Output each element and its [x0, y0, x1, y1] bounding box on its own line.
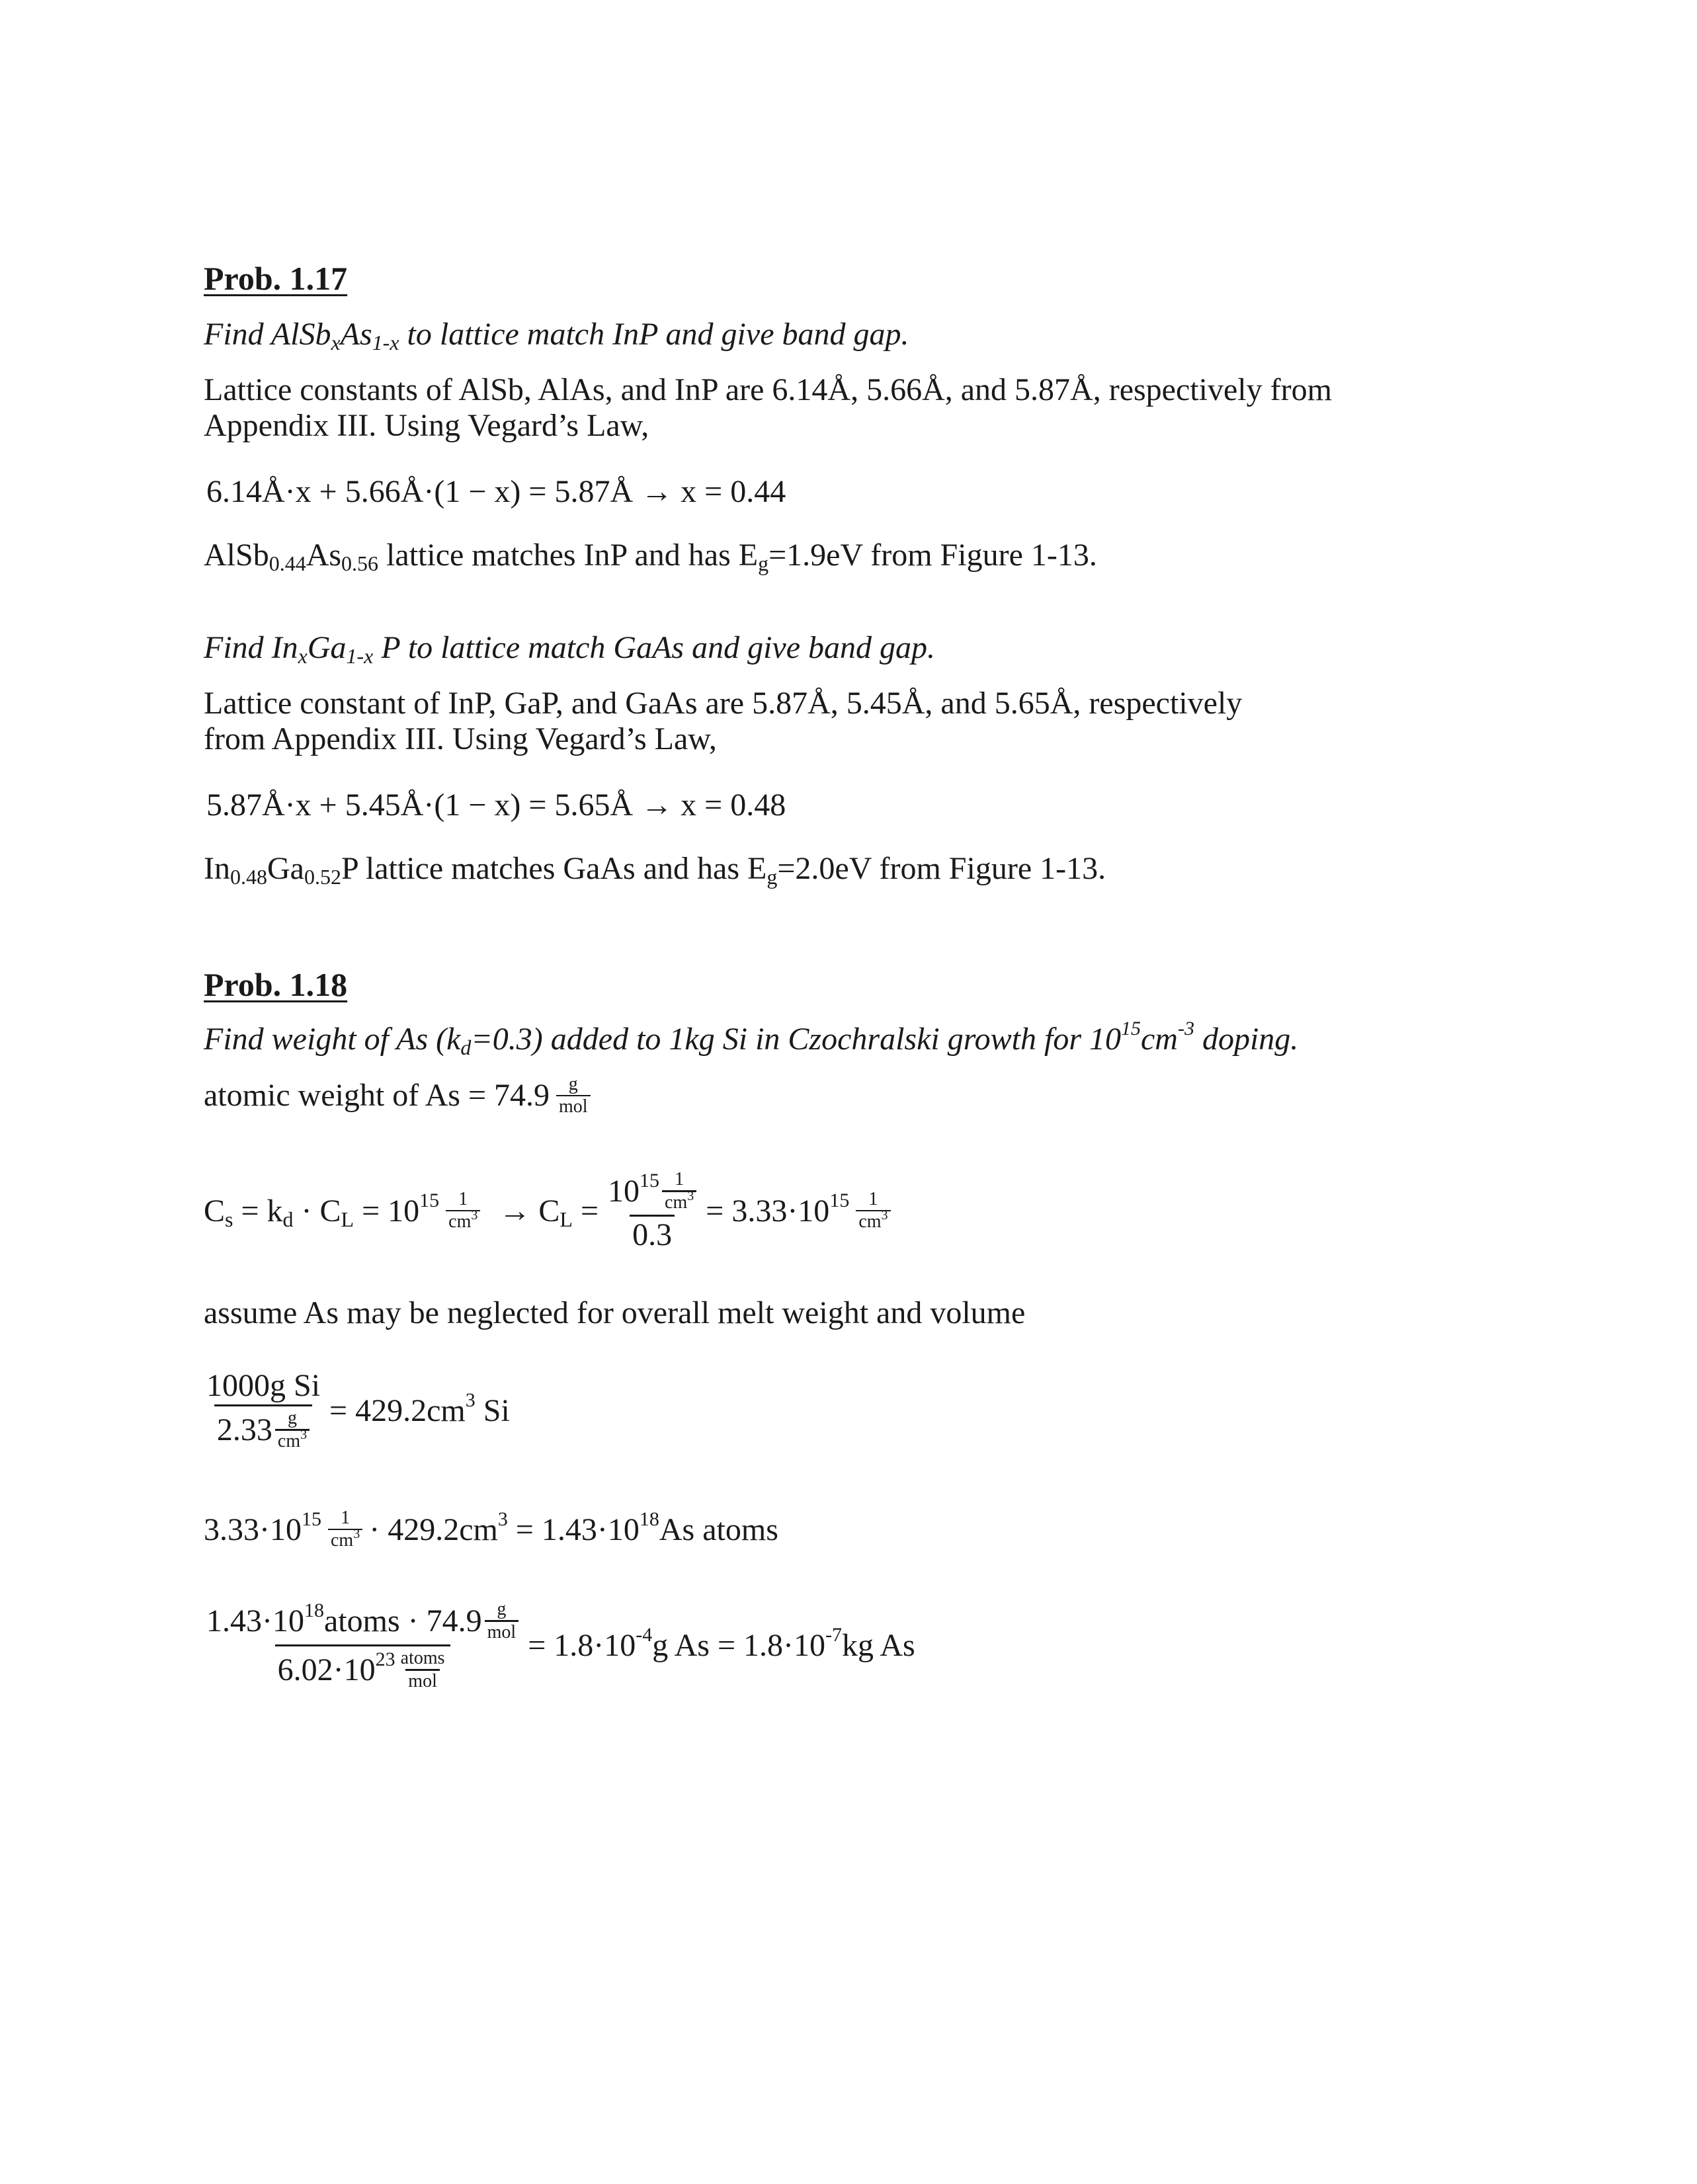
unit-per-cm3: $\frac{1}{cm^3}$: [446, 1190, 480, 1231]
problem-1-18-prompt: Find weight of As $(k_d=0.3)$ added to 1kg Si in Czochralski growth for $10^{15}cm^{-3}$ doping.: [204, 1018, 1299, 1059]
mass-fraction: $1.43\cdot 10^{18}atoms \cdot 74.9$ $\frac{g}{\text{mol}}$ $6.02\cdot 10^{23}$ $\frac{\text{atoms}}{\text{mol}}$: [204, 1600, 521, 1691]
part2-result: $In_{0.48}Ga_{0.52}P$ lattice matches GaAs and has $E_g=2.0eV$ from Figure 1-13.: [204, 851, 1106, 889]
part1-result: $AlSb_{0.44}As_{0.56}$ lattice matches InP and has $E_g=1.9eV$ from Figure 1-13.: [204, 538, 1097, 575]
part1-prompt: Find $AlSb_xAs_{1-x}$ to lattice match InP and give band gap.: [204, 317, 909, 354]
cl-fraction: $10^{15}$ $\frac{1}{cm^3}$ 0.3: [605, 1170, 699, 1251]
part1-text-line2: Appendix III. Using Vegard’s Law,: [204, 408, 649, 443]
unit-per-cm3-atoms: $\frac{1}{cm^3}$: [328, 1509, 362, 1550]
concentration-equation: $C_s = k_d \cdot C_L = 10^{15}$ $\frac{1}{cm^3}$ → $C_L$ = $10^{15}$ $\frac{1}{cm^3}$ 0.3 = $3.33\cdot 10^{15}$ $\frac{1}{cm^3}$: [204, 1170, 891, 1251]
unit-g-per-mol: $\frac{g}{\text{mol}}$: [556, 1075, 591, 1116]
volume-equation: 1000g Si 2.33 $\frac{g}{cm^3}$ = $429.2cm^3$ Si: [204, 1370, 510, 1451]
part2-text-line2: from Appendix III. Using Vegard’s Law,: [204, 721, 717, 756]
unit-per-cm3-result: $\frac{1}{cm^3}$: [856, 1190, 890, 1231]
problem-1-17-heading: Prob. 1.17: [204, 260, 348, 297]
part2-text-line1: Lattice constant of InP, GaP, and GaAs are 5.87Å, 5.45Å, and 5.65Å, respectively: [204, 686, 1243, 721]
part1-equation: 6.14Å·x + 5.66Å·(1 − x) = 5.87Å → x = 0.44: [206, 474, 786, 509]
volume-fraction: 1000g Si 2.33 $\frac{g}{cm^3}$: [206, 1368, 321, 1451]
assumption-text: assume As may be neglected for overall melt weight and volume: [204, 1295, 1026, 1330]
part2-prompt: Find $In_xGa_{1-x}$ P to lattice match GaAs and give band gap.: [204, 630, 936, 668]
atoms-equation: $3.33\cdot 10^{15}$ $\frac{1}{cm^3}$ · $429.2cm^3 = 1.43\cdot 10^{18}As$ atoms: [204, 1508, 778, 1551]
mass-equation: $1.43\cdot 10^{18}atoms \cdot 74.9$ $\frac{g}{\text{mol}}$ $6.02\cdot 10^{23}$ $\frac{\text{atoms}}{\text{mol}}$ = $1.8\cdot 10^{-4}g$ $As = 1.8\cdot 10^{-7}kg$ As: [204, 1600, 915, 1691]
problem-1-18-heading: Prob. 1.18: [204, 966, 348, 1003]
part1-text-line1: Lattice constants of AlSb, AlAs, and InP are 6.14Å, 5.66Å, and 5.87Å, respectively from: [204, 372, 1332, 407]
part2-equation: 5.87Å·x + 5.45Å·(1 − x) = 5.65Å → x = 0.48: [206, 788, 786, 823]
atomic-weight-line: atomic weight of As = 74.9 $\frac{g}{\text{mol}}$: [204, 1075, 591, 1116]
